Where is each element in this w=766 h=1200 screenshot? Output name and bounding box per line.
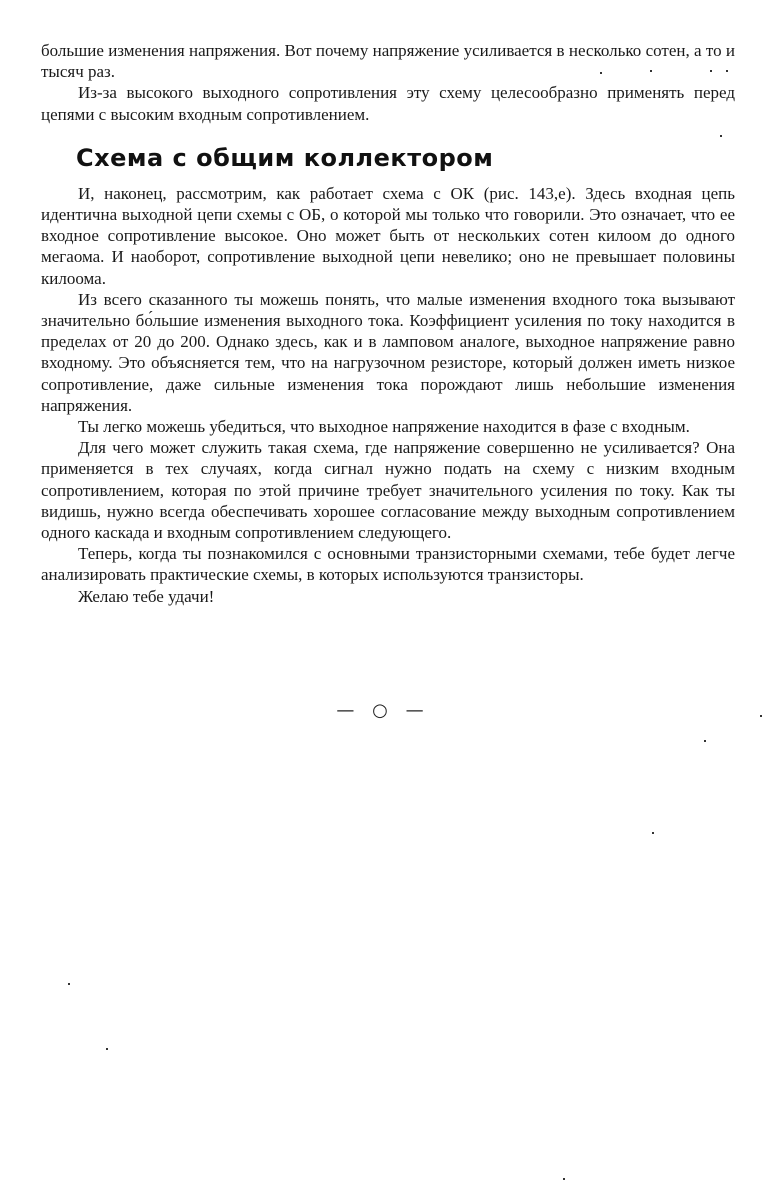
scan-speck [720,135,722,137]
scan-speck [726,70,728,72]
scan-speck [652,832,654,834]
section-separator: — ○ — [336,700,430,721]
paragraph-phase: Ты легко можешь убедиться, что выходное напряжение находится в фазе с входным. [78,417,690,437]
scan-speck [600,72,602,74]
scan-speck [704,740,706,742]
paragraph-conclusion: Теперь, когда ты познакомился с основными транзисторными схемами, тебе будет легче анализировать практические схемы, в которых используются транзисторы. [41,544,735,585]
paragraph-current-gain: Из всего сказанного ты можешь понять, что малые изменения входного тока вызывают значительно бо́льшие изменения выходного тока. Коэффициент усиления по току находится в пределах от 20 до 200. Однако здесь, как и в ламповом аналоге, выходное напряжение равно входному. Это объясняется тем, что на нагрузочном резисторе, который должен иметь низкое сопротивление, даже сильные изменения тока порождают лишь небольшие изменения напряжения. [41,289,735,415]
scan-speck [563,1178,565,1180]
scan-speck [710,70,712,72]
scan-speck [68,983,70,985]
paragraph-ok-intro: И, наконец, рассмотрим, как работает схема с ОК (рис. 143,е). Здесь входная цепь идентична выходной цепи схемы с ОБ, о которой мы только что говорили. Это означает, что ее входное сопротивление высокое. Оно может быть от нескольких сотен килоом до одного мегаома. И наоборот, сопротивление выходной цепи невелико; оно не превышает половины килоома. [41,183,735,288]
closing-wish: Желаю тебе удачи! [78,586,215,606]
paragraph-carryover: большие изменения напряжения. Вот почему напряжение усиливается в несколько сотен, а то и тысяч раз. [41,41,735,82]
paragraph-usage: Для чего может служить такая схема, где напряжение совершенно не усиливается? Она применяется в тех случаях, когда сигнал нужно подать на схему с низким входным сопротивлением, которая по этой причине требует значительного усиления по току. Как ты видишь, нужно всегда обеспечивать хорошее согласование между выходным сопротивлением одного каскада и входным сопротивлением следующего. [41,438,735,543]
scan-speck [106,1048,108,1050]
document-page [41,40,735,607]
section-heading: Схема с общим коллектором [76,143,494,172]
scan-speck [650,70,652,72]
paragraph-output-resistance: Из-за высокого выходного сопротивления эту схему целесообразно применять перед цепями с высоким входным сопротивлением. [41,83,735,124]
scan-speck [760,715,762,717]
